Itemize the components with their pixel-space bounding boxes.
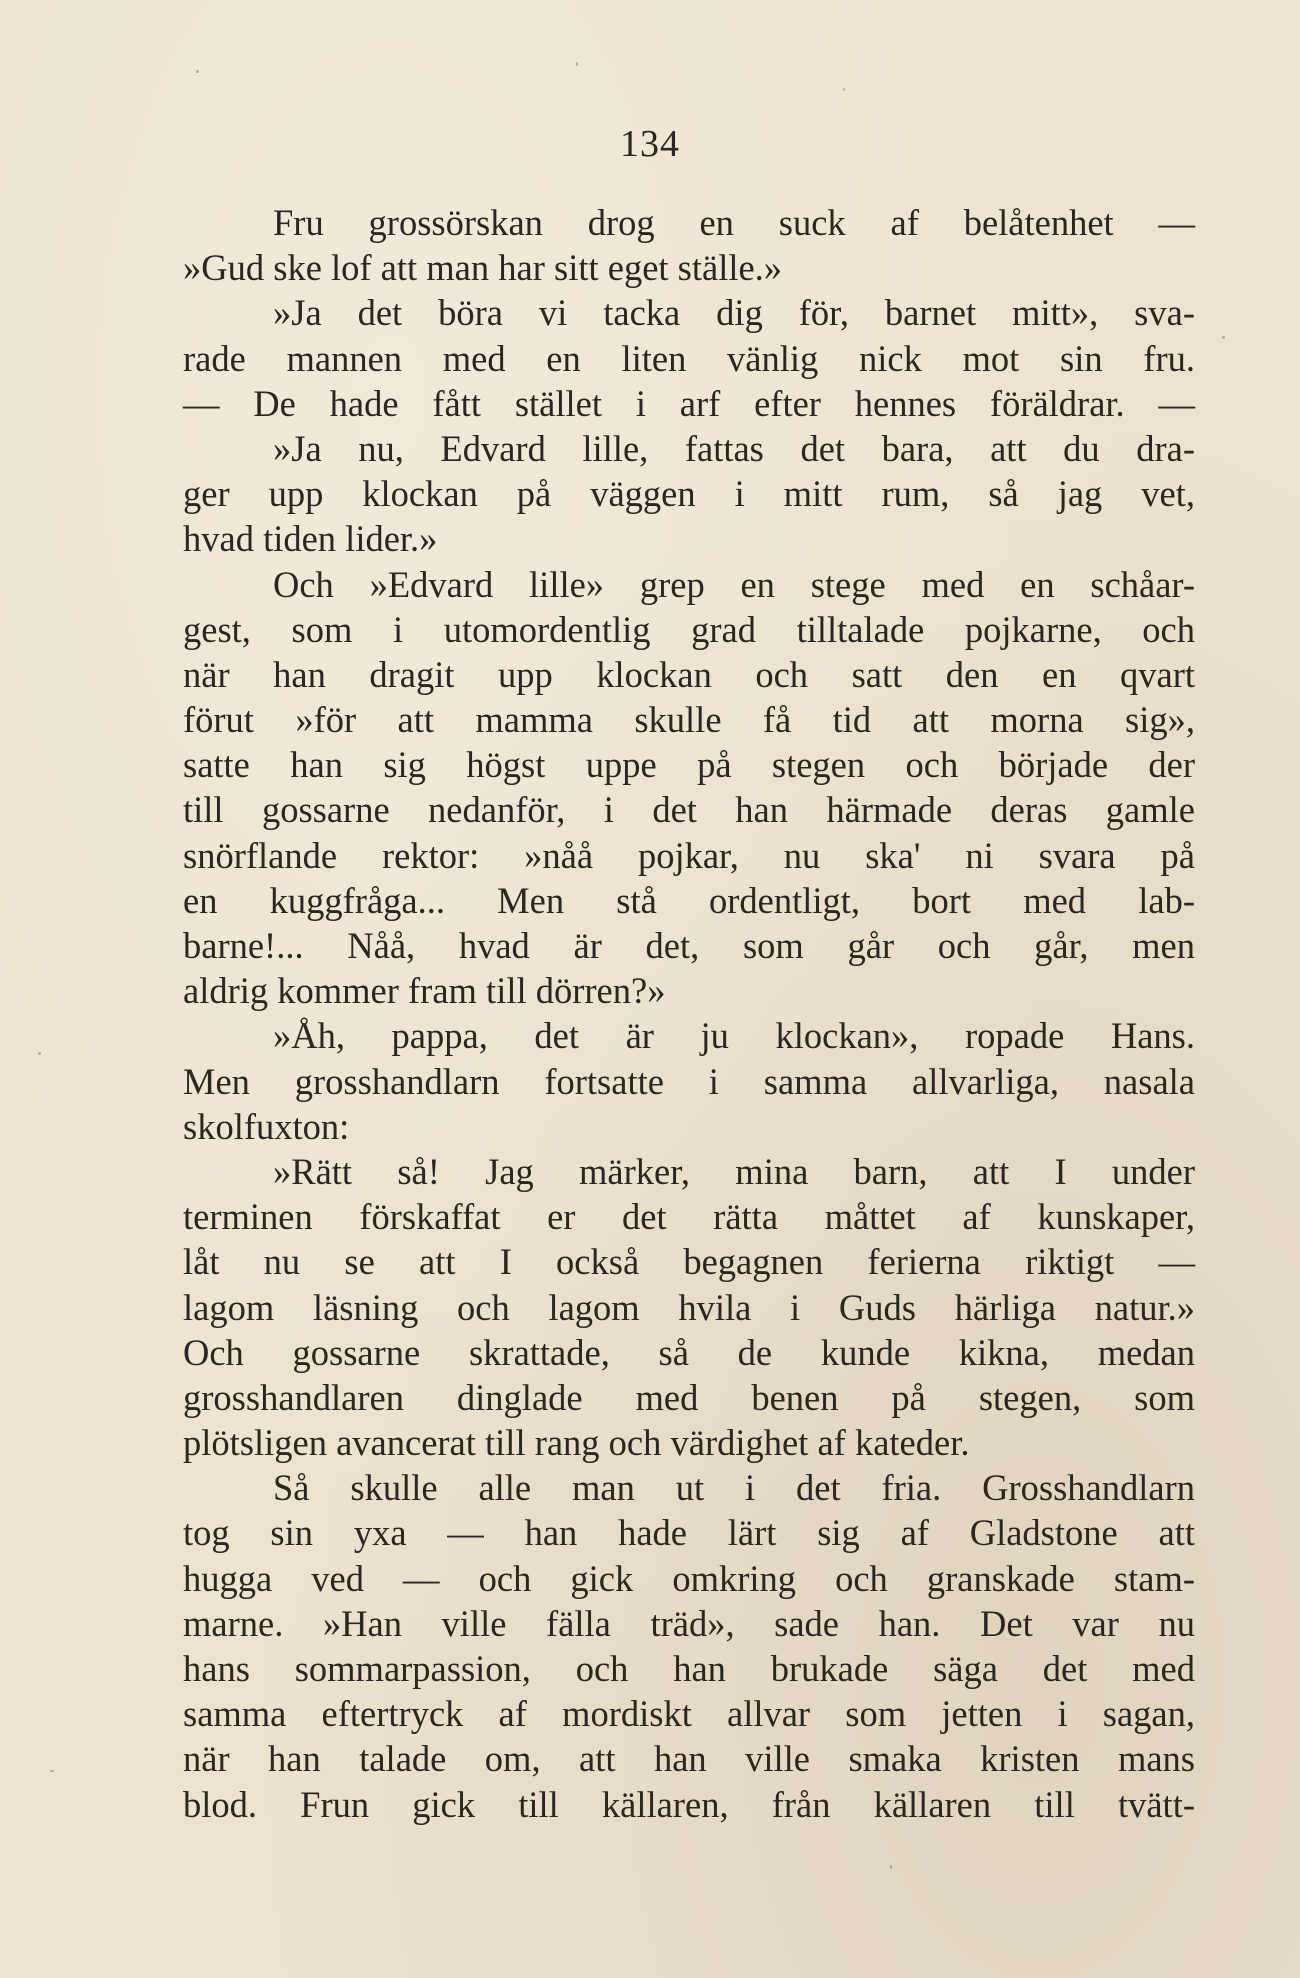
text-line: satte han sig högst uppe på stegen och började der	[183, 744, 1195, 786]
text-line: samma eftertryck af mordiskt allvar som jetten i sagan,	[183, 1693, 1195, 1735]
paper-speck	[576, 62, 578, 66]
text-line: ger upp klockan på väggen i mitt rum, så jag vet,	[183, 473, 1195, 515]
text-line: tog sin yxa — han hade lärt sig af Gladstone att	[183, 1512, 1195, 1554]
text-line: grosshandlaren dinglade med benen på stegen, som	[183, 1376, 1195, 1418]
text-line: Men grosshandlarn fortsatte i samma allvarliga, nasala	[183, 1060, 1195, 1102]
paper-speck	[843, 88, 845, 91]
text-line: »Ja nu, Edvard lille, fattas det bara, att du dra-	[273, 427, 1195, 469]
text-line: rade mannen med en liten vänlig nick mot sin fru.	[183, 337, 1195, 379]
page-number: 134	[620, 123, 680, 165]
body-text	[183, 200, 1195, 1827]
text-line: Och gossarne skrattade, så de kunde kikna, medan	[183, 1331, 1195, 1373]
text-line: Och »Edvard lille» grep en stege med en schåar-	[273, 563, 1195, 605]
text-line: låt nu se att I också begagnen ferierna riktigt —	[183, 1241, 1195, 1283]
paper-speck	[196, 70, 199, 73]
text-line: hvad tiden lider.»	[183, 518, 438, 560]
text-line: förut »för att mamma skulle få tid att morna sig»,	[183, 699, 1195, 741]
text-line: snörflande rektor: »nåå pojkar, nu ska' ni svara på	[183, 834, 1195, 876]
text-line: när han dragit upp klockan och satt den en qvart	[183, 653, 1195, 695]
text-line: — De hade fått stället i arf efter hennes föräldrar. —	[183, 382, 1195, 424]
text-line: lagom läsning och lagom hvila i Guds härliga natur.»	[183, 1286, 1195, 1328]
paper-speck	[50, 1770, 54, 1772]
text-line: »Ja det böra vi tacka dig för, barnet mitt», sva-	[273, 292, 1195, 334]
text-line: marne. »Han ville fälla träd», sade han. Det var nu	[183, 1602, 1195, 1644]
text-line: när han talade om, att han ville smaka kristen mans	[183, 1738, 1195, 1780]
paper-speck	[890, 1865, 892, 1869]
text-line: terminen förskaffat er det rätta måttet af kunskaper,	[183, 1196, 1195, 1238]
text-line: gest, som i utomordentlig grad tilltalade pojkarne, och	[183, 608, 1195, 650]
text-line: »Rätt så! Jag märker, mina barn, att I under	[273, 1150, 1195, 1192]
text-line: »Åh, pappa, det är ju klockan», ropade Hans.	[273, 1015, 1195, 1057]
text-line: »Gud ske lof att man har sitt eget ställe.»	[183, 247, 783, 289]
text-line: hugga ved — och gick omkring och granskade stam-	[183, 1557, 1195, 1599]
text-line: blod. Frun gick till källaren, från källaren till tvätt-	[183, 1783, 1195, 1825]
text-line: plötsligen avancerat till rang och värdighet af kateder.	[183, 1422, 970, 1464]
text-line: barne!... Nåå, hvad är det, som går och går, men	[183, 925, 1195, 966]
text-line: till gossarne nedanför, i det han härmade deras gamle	[183, 789, 1195, 831]
text-line: Fru grossörskan drog en suck af belåtenhet —	[273, 202, 1195, 243]
paper-speck	[38, 1052, 41, 1055]
text-line: Så skulle alle man ut i det fria. Grosshandlarn	[273, 1467, 1195, 1509]
text-line: en kuggfråga... Men stå ordentligt, bort med lab-	[183, 879, 1195, 921]
paper-speck	[1222, 336, 1225, 339]
text-line: skolfuxton:	[183, 1105, 350, 1147]
text-line: aldrig kommer fram till dörren?»	[183, 970, 666, 1012]
text-line: hans sommarpassion, och han brukade säga det med	[183, 1648, 1195, 1689]
